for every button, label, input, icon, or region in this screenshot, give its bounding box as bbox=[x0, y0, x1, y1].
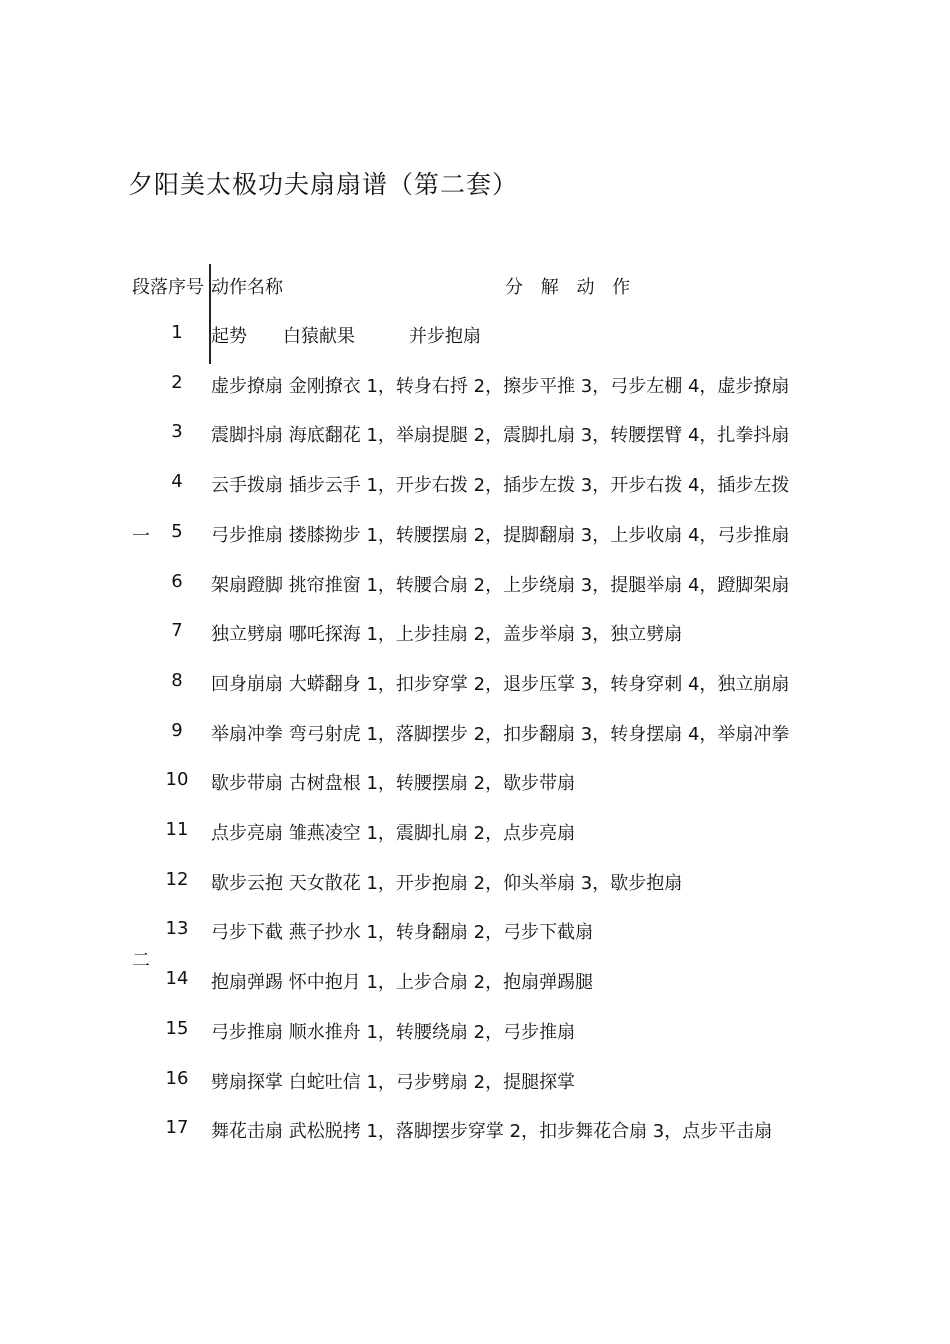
row-text: 抱扇弹踢 怀中抱月 1，上步合扇 2，抱扇弹踢腿 bbox=[211, 972, 594, 994]
row-text: 弓步推扇 搂膝拗步 1，转腰摆扇 2，提脚翻扇 3，上步收扇 4，弓步推扇 bbox=[211, 524, 790, 546]
row-number: 14 bbox=[165, 968, 189, 990]
column-divider bbox=[209, 264, 211, 364]
row-number: 12 bbox=[165, 868, 189, 890]
row-number: 2 bbox=[171, 371, 183, 393]
list-item bbox=[0, 471, 950, 497]
row-text: 舞花击扇 武松脱拷 1，落脚摆步穿掌 2，扣步舞花合扇 3，点步平击扇 bbox=[211, 1121, 773, 1143]
row-text: 独立劈扇 哪吒探海 1，上步挂扇 2，盖步举扇 3，独立劈扇 bbox=[211, 624, 683, 646]
row-text: 劈扇探掌 白蛇吐信 1，弓步劈扇 2，提腿探掌 bbox=[211, 1071, 576, 1093]
row-number: 5 bbox=[171, 520, 183, 542]
list-item bbox=[0, 1018, 950, 1044]
row-number: 9 bbox=[171, 719, 183, 741]
list-item bbox=[0, 968, 950, 994]
section-label-2: 二 bbox=[132, 950, 150, 971]
row-text: 虚步撩扇 金刚撩衣 1，转身右捋 2，擦步平推 3，弓步左棚 4，虚步撩扇 bbox=[211, 375, 790, 397]
row-number: 13 bbox=[165, 918, 189, 940]
header-segment: 段落序号 bbox=[132, 277, 204, 298]
row-number: 7 bbox=[171, 620, 183, 642]
row-number: 17 bbox=[165, 1117, 189, 1139]
page-title: 夕阳美太极功夫扇扇谱（第二套） bbox=[128, 170, 519, 199]
row-number: 15 bbox=[165, 1017, 189, 1039]
row-text: 回身崩扇 大蟒翻身 1，扣步穿掌 2，退步压掌 3，转身穿刺 4，独立崩扇 bbox=[211, 673, 790, 695]
list-item bbox=[0, 372, 950, 398]
row-text: 起势 白猿献果 并步抱扇 bbox=[211, 326, 481, 347]
list-item bbox=[0, 670, 950, 696]
row-text: 举扇冲拳 弯弓射虎 1，落脚摆步 2，扣步翻扇 3，转身摆扇 4，举扇冲拳 bbox=[211, 723, 790, 745]
row-number: 6 bbox=[171, 570, 183, 592]
row-number: 8 bbox=[171, 669, 183, 691]
row-text: 云手拨扇 插步云手 1，开步右拨 2，插步左拨 3，开步右拨 4，插步左拨 bbox=[211, 475, 790, 497]
list-item bbox=[0, 769, 950, 795]
row-text: 弓步下截 燕子抄水 1，转身翻扇 2，弓步下截扇 bbox=[211, 922, 594, 944]
list-item bbox=[0, 322, 950, 348]
row-text: 歇步带扇 古树盘根 1，转腰摆扇 2，歇步带扇 bbox=[211, 773, 576, 795]
row-number: 10 bbox=[165, 769, 189, 791]
list-item bbox=[0, 1068, 950, 1094]
row-number: 11 bbox=[165, 819, 189, 840]
list-item bbox=[0, 918, 950, 944]
row-text: 弓步推扇 顺水推舟 1，转腰绕扇 2，弓步推扇 bbox=[211, 1021, 576, 1043]
list-item bbox=[0, 571, 950, 597]
row-text: 歇步云抱 天女散花 1，开步抱扇 2，仰头举扇 3，歇步抱扇 bbox=[211, 872, 683, 894]
row-number: 3 bbox=[171, 421, 183, 443]
row-text: 震脚抖扇 海底翻花 1，举扇提腿 2，震脚扎扇 3，转腰摆臂 4，扎拳抖扇 bbox=[211, 425, 790, 447]
row-number: 1 bbox=[171, 322, 183, 343]
list-item bbox=[0, 1117, 950, 1143]
row-number: 16 bbox=[165, 1067, 189, 1089]
list-item bbox=[0, 869, 950, 895]
row-number: 4 bbox=[171, 471, 183, 493]
header-name: 动作名称 bbox=[211, 277, 283, 298]
section-label-1: 一 bbox=[132, 526, 150, 547]
list-item bbox=[0, 720, 950, 746]
list-item bbox=[0, 421, 950, 447]
row-text: 点步亮扇 雏燕凌空 1，震脚扎扇 2，点步亮扇 bbox=[211, 823, 576, 844]
list-item bbox=[0, 521, 950, 547]
header-action: 分 解 动 作 bbox=[505, 277, 637, 298]
list-item bbox=[0, 819, 950, 845]
row-text: 架扇蹬脚 挑帘推窗 1，转腰合扇 2，上步绕扇 3，提腿举扇 4，蹬脚架扇 bbox=[211, 574, 790, 596]
list-item bbox=[0, 620, 950, 646]
